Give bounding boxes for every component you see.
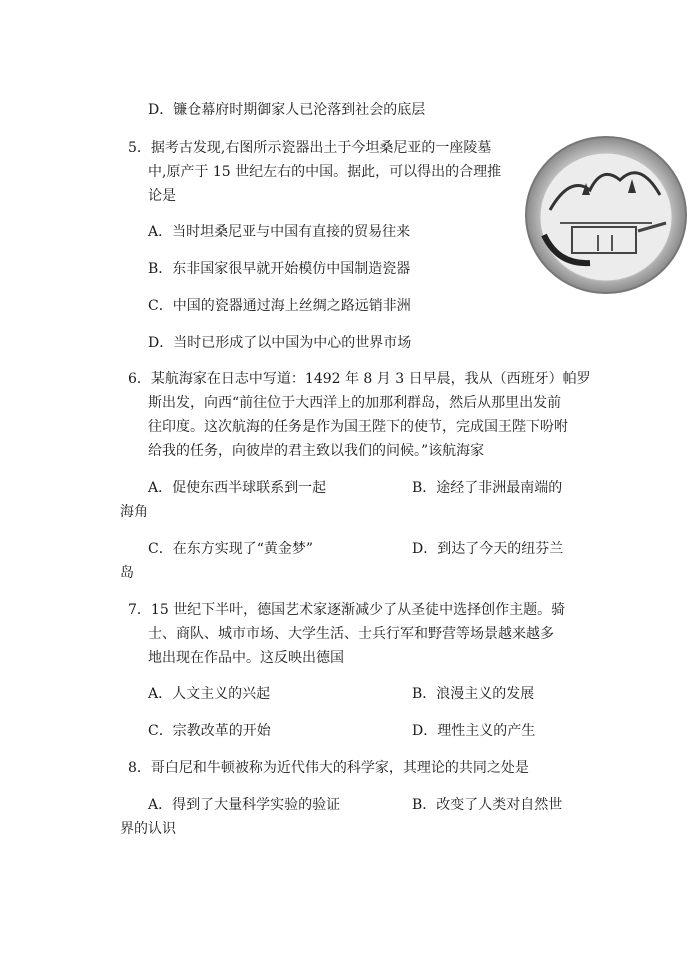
question-5-stem-line-3: 论是 (148, 188, 176, 204)
question-5-stem-line-2: 中,原产于 15 世纪左右的中国。据此，可以得出的合理推 (148, 164, 502, 180)
question-5-option-d: D．当时已形成了以中国为中心的世界市场 (148, 335, 412, 351)
question-8-option-b-wrap: 界的认识 (120, 821, 176, 837)
question-5-option-c: C．中国的瓷器通过海上丝绸之路远销非洲 (148, 298, 411, 314)
question-8-option-a: A．得到了大量科学实验的验证 (148, 797, 341, 813)
question-6-option-a: A．促使东西半球联系到一起 (148, 480, 327, 496)
question-6-stem-line-3: 往印度。这次航海的任务是作为国王陛下的使节，完成国王陛下吩咐 (148, 419, 568, 435)
question-6-option-b-wrap: 海角 (120, 504, 148, 520)
question-6-stem-line-2: 斯出发，向西“前往位于大西洋上的加那利群岛，然后从那里出发前 (148, 395, 562, 411)
question-7-option-d: D．理性主义的产生 (412, 723, 536, 739)
question-8-option-b: B．改变了人类对自然世 (412, 797, 563, 813)
question-7-option-a: A．人文主义的兴起 (148, 686, 271, 702)
question-7-stem-line-2: 士、商队、城市市场、大学生活、士兵行军和野营等场景越来越多 (148, 626, 554, 642)
question-6-option-b: B．途经了非洲最南端的 (412, 480, 563, 496)
question-6-option-d: D．到达了今天的纽芬兰 (412, 541, 564, 557)
question-7-option-b: B．浪漫主义的发展 (412, 686, 535, 702)
question-5-option-a: A．当时坦桑尼亚与中国有直接的贸易往来 (148, 224, 411, 240)
question-5-stem-line-1: 5．据考古发现,右图所示瓷器出土于今坦桑尼亚的一座陵墓 (128, 140, 492, 156)
question-7-option-c: C．宗教改革的开始 (148, 723, 271, 739)
question-6-stem-line-1: 6．某航海家在日志中写道：1492 年 8 月 3 日早晨，我从（西班牙）帕罗 (128, 371, 591, 387)
question-4-option-d: D．镰仓幕府时期御家人已沦落到社会的底层 (148, 102, 426, 118)
porcelain-bowl-image (520, 135, 688, 295)
question-6-stem-line-4: 给我的任务，向彼岸的君主致以我们的问候。”该航海家 (148, 443, 485, 459)
question-5-option-b: B．东非国家很早就开始模仿中国制造瓷器 (148, 261, 411, 277)
question-6-option-d-wrap: 岛 (120, 565, 134, 581)
question-7-stem-line-3: 地出现在作品中。这反映出德国 (148, 650, 344, 666)
question-7-stem-line-1: 7．15 世纪下半叶，德国艺术家逐渐减少了从圣徒中选择创作主题。骑 (128, 602, 566, 618)
question-6-option-c: C．在东方实现了“黄金梦” (148, 541, 314, 557)
question-8-stem: 8．哥白尼和牛顿被称为近代伟大的科学家，其理论的共同之处是 (128, 760, 529, 776)
